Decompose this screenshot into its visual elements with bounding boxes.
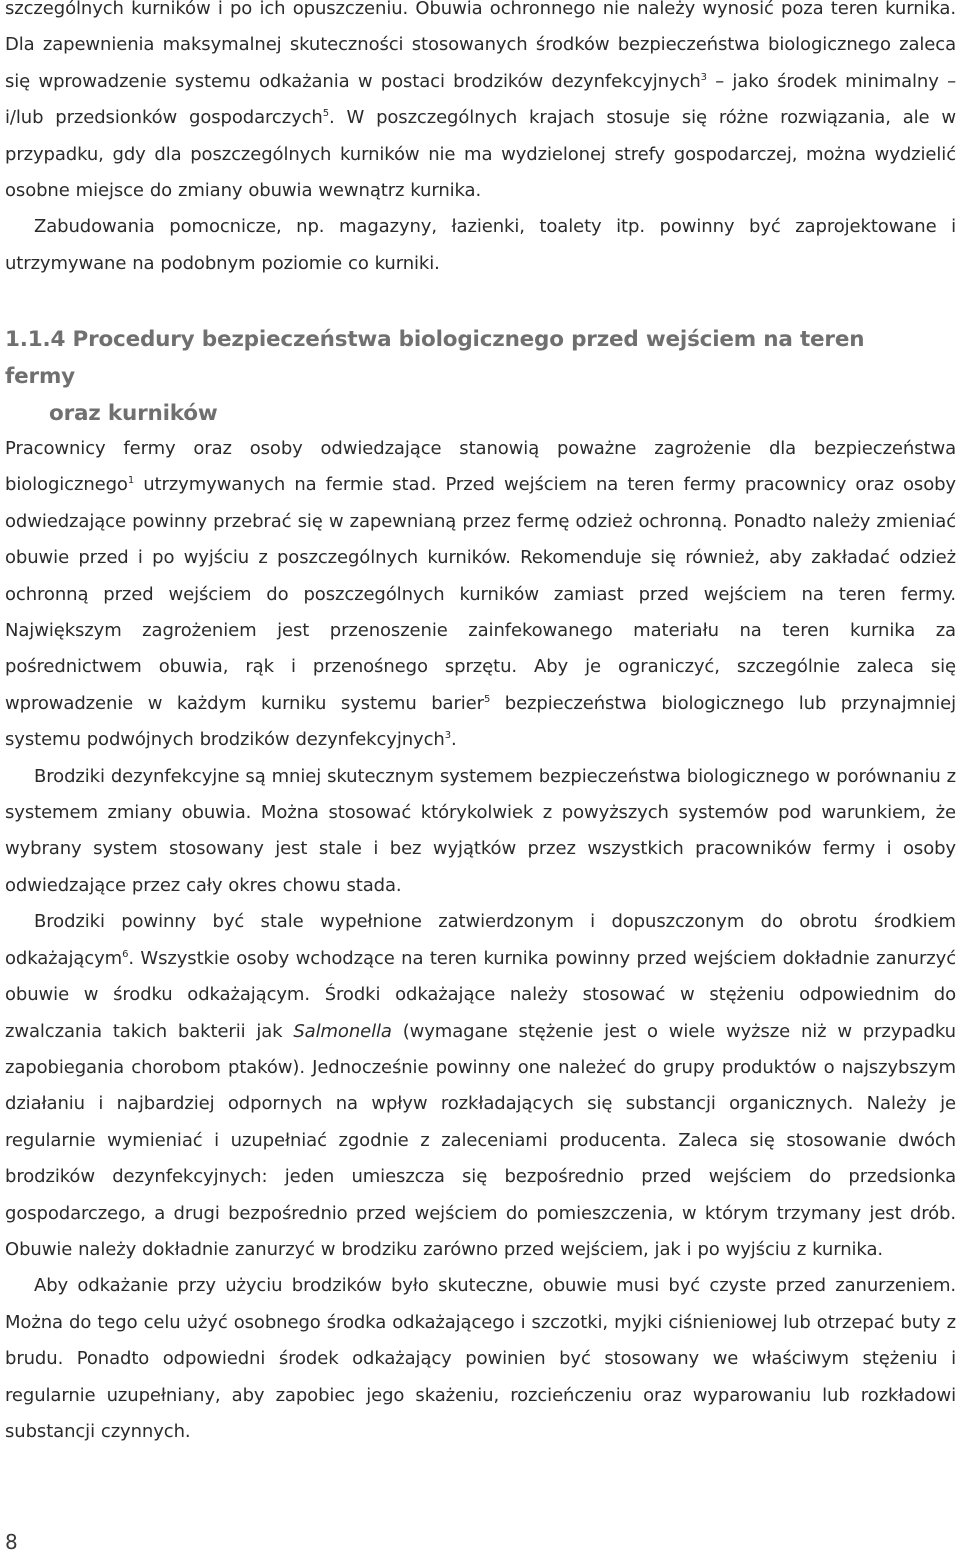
text-run: . Wszystkie osoby wchodzące na teren kurnika powinny przed wejściem dokładnie zanurzyć obuwie w środku odkażającym. Środki odkażające należy stosować w stężeniu odpowiednim do zwalczania takich bakterii jak xyxy=(5,947,956,1042)
text-run: szczególnych kurników i po ich opuszczeniu. Obuwia ochronnego nie należy wynosić poza teren kurnika. Dla zapewnienia maksymalnej skuteczności stosowanych środków bezpieczeństwa biologicznego zaleca się wprowadzenie systemu odkażania w postaci brodzików dezynfekcyjnych xyxy=(5,0,956,92)
footnote-ref: 5 xyxy=(322,108,330,120)
text-run: . W poszczególnych krajach stosuje się różne rozwiązania, ale w przypadku, gdy dla poszczególnych kurników nie ma wydzielonej strefy gospodarczej, można wydzielić osobne miejsce do zmiany obuwia wewnątrz kurnika. xyxy=(5,107,956,202)
paragraph-3 xyxy=(5,904,956,1268)
paragraph-1 xyxy=(5,431,956,759)
text-run: Brodziki powinny być stale wypełnione zatwierdzonym i dopuszczonym do obrotu środkiem odkażającym xyxy=(5,911,956,969)
text-run: (wymagane stężenie jest o wiele wyższe niż w przypadku zapobiegania chorobom ptaków). Jednocześnie powinny one należeć do grupy produktów o najszybszym działaniu i najbardziej odpornych na wpływ rozkładających się substancji organicznych. Należy je regularnie wymieniać i uzupełniać zgodnie z zaleceniami producenta. Zaleca się stosowanie dwóch brodzików dezynfekcyjnych: jeden umieszcza się bezpośrednio przed wejściem do przedsionka gospodarczego, a drugi bezpośrednio przed wejściem do pomieszczenia, w którym trzymany jest drób. Obuwie należy dokładnie zanurzyć w brodziku zarówno przed wejściem, jak i po wyjściu z kurnika. xyxy=(5,1020,956,1260)
section-title-line2: oraz kurników xyxy=(49,401,218,426)
footnote-ref: 5 xyxy=(483,693,491,705)
text-run: Pracownicy fermy oraz osoby odwiedzające stanowią poważne zagrożenie dla bezpieczeństwa biologicznego xyxy=(5,438,956,496)
paragraph-2: Brodziki dezynfekcyjne są mniej skutecznym systemem bezpieczeństwa biologicznego w porównaniu z systemem zmiany obuwia. Można stosować którykolwiek z powyższych systemów pod warunkiem, że wybrany system stosowany jest stale i bez wyjątków przez wszystkich pracowników fermy i osoby odwiedzające przez cały okres chowu stada. xyxy=(5,765,956,896)
continuation-paragraph xyxy=(5,0,956,282)
text-run: Zabudowania pomocnicze, np. magazyny, łazienki, toalety itp. powinny być zaprojektowane i utrzymywane na podobnym poziomie co kurniki. xyxy=(5,216,956,274)
footnote-ref: 3 xyxy=(700,71,707,83)
section-title-line1: Procedury bezpieczeństwa biologicznego przed wejściem na teren fermy xyxy=(5,327,865,389)
text-run: . xyxy=(450,729,457,751)
text-run: utrzymywanych na fermie stad. Przed wejściem na teren fermy pracownicy oraz osoby odwiedzające powinny przebrać się w zapewnianą przez fermę odzież ochronną. Ponadto należy zmieniać obuwie przed i po wyjściu z poszczególnych kurników. Rekomenduje się również, aby zakładać odzież ochronną przed wejściem do poszczególnych kurników zamiast przed wejściem na teren fermy. Największym zagrożeniem jest przenoszenie zainfekowanego materiału na teren kurnika za pośrednictwem obuwia, rąk i przenośnego sprzętu. Aby je ograniczyć, szczególnie zaleca się wprowadzenie w każdym kurniku systemu barier xyxy=(5,474,956,714)
footnote-ref: 6 xyxy=(122,948,129,960)
section-number: 1.1.4 xyxy=(5,327,66,352)
section-body xyxy=(5,431,956,1450)
page-number: 8 xyxy=(5,1530,18,1554)
paragraph-4: Aby odkażanie przy użyciu brodzików było skuteczne, obuwie musi być czyste przed zanurzeniem. Można do tego celu użyć osobnego środka odkażającego i szczotki, myjki ciśnieniowej lub otrzepać buty z brudu. Ponadto odpowiedni środek odkażający powinien być stosowany we właściwym stężeniu i regularnie uzupełniany, aby zapobiec jego skażeniu, rozcieńczeniu oraz wyparowaniu lub rozkładowi substancji czynnych. xyxy=(5,1275,956,1442)
section-heading xyxy=(5,321,905,432)
footnote-ref: 3 xyxy=(444,730,451,742)
text-run: bezpieczeństwa biologicznego lub przynajmniej systemu podwójnych brodzików dezynfekcyjnych xyxy=(5,692,956,751)
italic-term: Salmonella xyxy=(293,1020,392,1042)
footnote-ref: 1 xyxy=(127,475,135,487)
text-run: – jako środek minimalny – i/lub przedsionków gospodarczych xyxy=(5,70,956,129)
